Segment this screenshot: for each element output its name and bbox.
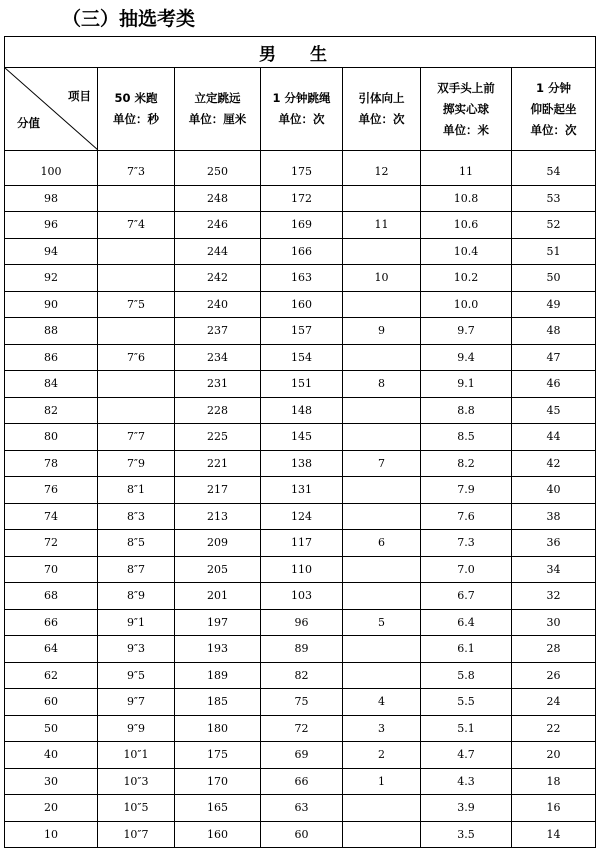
table-row <box>5 503 596 530</box>
rope-skip-cell: 160 <box>261 291 343 318</box>
spacer-cell <box>98 151 175 160</box>
pull-up-cell <box>343 556 421 583</box>
rope-skip-cell: 157 <box>261 318 343 345</box>
sit-up-cell: 44 <box>512 424 596 451</box>
table-row <box>5 715 596 742</box>
rope-skip-cell: 166 <box>261 238 343 265</box>
pull-up-cell: 2 <box>343 742 421 769</box>
run-50m-cell: 7″6 <box>98 344 175 371</box>
header-unit: 单位：米 <box>443 122 489 137</box>
rope-skip-cell: 110 <box>261 556 343 583</box>
score-cell: 60 <box>5 689 98 716</box>
score-cell: 10 <box>5 821 98 848</box>
table-row <box>5 583 596 610</box>
run-50m-cell: 10″3 <box>98 768 175 795</box>
score-cell: 82 <box>5 397 98 424</box>
table-row <box>5 821 596 848</box>
header-line: 1 分钟 <box>536 80 572 95</box>
table-row <box>5 212 596 239</box>
sit-up-cell: 42 <box>512 450 596 477</box>
table-row <box>5 530 596 557</box>
sit-up-cell: 34 <box>512 556 596 583</box>
long-jump-cell: 209 <box>175 530 261 557</box>
score-cell: 80 <box>5 424 98 451</box>
long-jump-cell: 242 <box>175 265 261 292</box>
run-50m-cell: 10″1 <box>98 742 175 769</box>
run-50m-cell: 9″3 <box>98 636 175 663</box>
run-50m-cell: 9″5 <box>98 662 175 689</box>
rope-skip-cell: 169 <box>261 212 343 239</box>
score-cell: 64 <box>5 636 98 663</box>
sit-up-cell: 46 <box>512 371 596 398</box>
sit-up-cell: 30 <box>512 609 596 636</box>
score-cell: 50 <box>5 715 98 742</box>
run-50m-cell: 8″7 <box>98 556 175 583</box>
pull-up-cell <box>343 185 421 212</box>
header-50m-run <box>98 68 175 151</box>
sit-up-cell: 14 <box>512 821 596 848</box>
medicine-ball-cell: 6.4 <box>421 609 512 636</box>
medicine-ball-cell: 9.4 <box>421 344 512 371</box>
pull-up-cell <box>343 344 421 371</box>
sit-up-cell: 28 <box>512 636 596 663</box>
medicine-ball-cell: 6.7 <box>421 583 512 610</box>
table-row <box>5 662 596 689</box>
sit-up-cell: 53 <box>512 185 596 212</box>
medicine-ball-cell: 4.3 <box>421 768 512 795</box>
pull-up-cell: 9 <box>343 318 421 345</box>
run-50m-cell <box>98 371 175 398</box>
long-jump-cell: 231 <box>175 371 261 398</box>
group-header-row <box>5 37 596 68</box>
sit-up-cell: 50 <box>512 265 596 292</box>
rope-skip-cell: 151 <box>261 371 343 398</box>
score-cell: 98 <box>5 185 98 212</box>
table-row <box>5 318 596 345</box>
section-title: （三）抽选考类 <box>62 8 196 30</box>
corner-label-score: 分值 <box>17 116 40 130</box>
header-line: 掷实心球 <box>443 101 489 116</box>
header-line: 1 分钟跳绳 <box>272 91 331 105</box>
sit-up-cell: 16 <box>512 795 596 822</box>
scoring-table <box>4 36 596 848</box>
rope-skip-cell: 82 <box>261 662 343 689</box>
spacer-cell <box>512 151 596 160</box>
rope-skip-cell: 63 <box>261 795 343 822</box>
sit-up-cell: 45 <box>512 397 596 424</box>
pull-up-cell <box>343 291 421 318</box>
score-cell: 100 <box>5 159 98 185</box>
run-50m-cell <box>98 318 175 345</box>
table-row <box>5 397 596 424</box>
run-50m-cell: 10″5 <box>98 795 175 822</box>
run-50m-cell <box>98 397 175 424</box>
corner-label-item: 项目 <box>68 89 91 103</box>
run-50m-cell: 7″7 <box>98 424 175 451</box>
run-50m-cell: 8″3 <box>98 503 175 530</box>
pull-up-cell: 12 <box>343 159 421 185</box>
run-50m-cell: 9″9 <box>98 715 175 742</box>
header-rope-skipping <box>261 68 343 151</box>
long-jump-cell: 248 <box>175 185 261 212</box>
spacer-cell <box>261 151 343 160</box>
long-jump-cell: 175 <box>175 742 261 769</box>
sit-up-cell: 49 <box>512 291 596 318</box>
score-cell: 30 <box>5 768 98 795</box>
medicine-ball-cell: 7.6 <box>421 503 512 530</box>
medicine-ball-cell: 6.1 <box>421 636 512 663</box>
pull-up-cell <box>343 583 421 610</box>
table-row <box>5 424 596 451</box>
long-jump-cell: 165 <box>175 795 261 822</box>
medicine-ball-cell: 5.5 <box>421 689 512 716</box>
run-50m-cell: 9″7 <box>98 689 175 716</box>
score-rows <box>5 159 596 848</box>
sit-up-cell: 51 <box>512 238 596 265</box>
header-medicine-ball <box>421 68 512 151</box>
score-cell: 76 <box>5 477 98 504</box>
spacer-cell <box>343 151 421 160</box>
medicine-ball-cell: 11 <box>421 159 512 185</box>
pull-up-cell <box>343 397 421 424</box>
pull-up-cell: 4 <box>343 689 421 716</box>
pull-up-cell <box>343 477 421 504</box>
pull-up-cell <box>343 424 421 451</box>
table-row <box>5 556 596 583</box>
long-jump-cell: 213 <box>175 503 261 530</box>
table-row <box>5 742 596 769</box>
long-jump-cell: 189 <box>175 662 261 689</box>
long-jump-cell: 237 <box>175 318 261 345</box>
table-row <box>5 238 596 265</box>
score-cell: 90 <box>5 291 98 318</box>
sit-up-cell: 26 <box>512 662 596 689</box>
pull-up-cell <box>343 795 421 822</box>
rope-skip-cell: 117 <box>261 530 343 557</box>
score-cell: 94 <box>5 238 98 265</box>
table-row <box>5 689 596 716</box>
header-line: 仰卧起坐 <box>530 101 577 116</box>
sit-up-cell: 22 <box>512 715 596 742</box>
rope-skip-cell: 131 <box>261 477 343 504</box>
header-unit: 单位：次 <box>278 112 325 126</box>
rope-skip-cell: 66 <box>261 768 343 795</box>
rope-skip-cell: 89 <box>261 636 343 663</box>
medicine-ball-cell: 4.7 <box>421 742 512 769</box>
score-cell: 86 <box>5 344 98 371</box>
table-row <box>5 344 596 371</box>
header-unit: 单位：秒 <box>113 112 159 126</box>
sit-up-cell: 20 <box>512 742 596 769</box>
run-50m-cell <box>98 185 175 212</box>
medicine-ball-cell: 10.2 <box>421 265 512 292</box>
rope-skip-cell: 138 <box>261 450 343 477</box>
table-row <box>5 609 596 636</box>
score-cell: 84 <box>5 371 98 398</box>
spacer-row <box>5 151 596 160</box>
long-jump-cell: 250 <box>175 159 261 185</box>
rope-skip-cell: 96 <box>261 609 343 636</box>
score-cell: 72 <box>5 530 98 557</box>
medicine-ball-cell: 7.3 <box>421 530 512 557</box>
header-line: 引体向上 <box>358 91 405 105</box>
long-jump-cell: 201 <box>175 583 261 610</box>
run-50m-cell: 10″7 <box>98 821 175 848</box>
pull-up-cell: 6 <box>343 530 421 557</box>
table-row <box>5 185 596 212</box>
pull-up-cell: 5 <box>343 609 421 636</box>
rope-skip-cell: 154 <box>261 344 343 371</box>
score-cell: 40 <box>5 742 98 769</box>
pull-up-cell: 7 <box>343 450 421 477</box>
medicine-ball-cell: 8.5 <box>421 424 512 451</box>
long-jump-cell: 240 <box>175 291 261 318</box>
run-50m-cell: 9″1 <box>98 609 175 636</box>
long-jump-cell: 225 <box>175 424 261 451</box>
pull-up-cell <box>343 238 421 265</box>
sit-up-cell: 54 <box>512 159 596 185</box>
sit-up-cell: 47 <box>512 344 596 371</box>
header-line: 立定跳远 <box>194 91 241 105</box>
spacer-cell <box>5 151 98 160</box>
medicine-ball-cell: 5.8 <box>421 662 512 689</box>
run-50m-cell: 7″5 <box>98 291 175 318</box>
medicine-ball-cell: 10.8 <box>421 185 512 212</box>
pull-up-cell: 3 <box>343 715 421 742</box>
run-50m-cell: 7″3 <box>98 159 175 185</box>
pull-up-cell <box>343 503 421 530</box>
long-jump-cell: 244 <box>175 238 261 265</box>
sit-up-cell: 36 <box>512 530 596 557</box>
spacer-cell <box>175 151 261 160</box>
column-header-row <box>5 68 596 151</box>
long-jump-cell: 246 <box>175 212 261 239</box>
corner-header <box>5 68 98 151</box>
header-line: 50 米跑 <box>114 91 158 105</box>
medicine-ball-cell: 7.0 <box>421 556 512 583</box>
rope-skip-cell: 145 <box>261 424 343 451</box>
sit-up-cell: 52 <box>512 212 596 239</box>
score-cell: 96 <box>5 212 98 239</box>
score-cell: 66 <box>5 609 98 636</box>
pull-up-cell: 11 <box>343 212 421 239</box>
rope-skip-cell: 148 <box>261 397 343 424</box>
long-jump-cell: 185 <box>175 689 261 716</box>
long-jump-cell: 197 <box>175 609 261 636</box>
group-header: 男 生 <box>5 37 596 68</box>
sit-up-cell: 24 <box>512 689 596 716</box>
rope-skip-cell: 72 <box>261 715 343 742</box>
rope-skip-cell: 103 <box>261 583 343 610</box>
table-row <box>5 450 596 477</box>
rope-skip-cell: 175 <box>261 159 343 185</box>
sit-up-cell: 38 <box>512 503 596 530</box>
medicine-ball-cell: 9.1 <box>421 371 512 398</box>
long-jump-cell: 193 <box>175 636 261 663</box>
long-jump-cell: 221 <box>175 450 261 477</box>
table-row <box>5 795 596 822</box>
sit-up-cell: 32 <box>512 583 596 610</box>
pull-up-cell: 10 <box>343 265 421 292</box>
rope-skip-cell: 60 <box>261 821 343 848</box>
medicine-ball-cell: 10.6 <box>421 212 512 239</box>
table-row <box>5 768 596 795</box>
header-pull-ups <box>343 68 421 151</box>
diagonal-line <box>5 68 98 150</box>
sit-up-cell: 40 <box>512 477 596 504</box>
long-jump-cell: 170 <box>175 768 261 795</box>
medicine-ball-cell: 3.5 <box>421 821 512 848</box>
table-row <box>5 291 596 318</box>
long-jump-cell: 217 <box>175 477 261 504</box>
run-50m-cell: 7″4 <box>98 212 175 239</box>
header-unit: 单位：次 <box>358 112 405 126</box>
header-sit-ups <box>512 68 596 151</box>
sit-up-cell: 18 <box>512 768 596 795</box>
long-jump-cell: 160 <box>175 821 261 848</box>
pull-up-cell: 1 <box>343 768 421 795</box>
rope-skip-cell: 172 <box>261 185 343 212</box>
run-50m-cell <box>98 238 175 265</box>
score-cell: 78 <box>5 450 98 477</box>
header-unit: 单位：次 <box>530 122 577 137</box>
table-row <box>5 159 596 185</box>
rope-skip-cell: 163 <box>261 265 343 292</box>
medicine-ball-cell: 5.1 <box>421 715 512 742</box>
score-cell: 92 <box>5 265 98 292</box>
score-cell: 70 <box>5 556 98 583</box>
rope-skip-cell: 69 <box>261 742 343 769</box>
rope-skip-cell: 75 <box>261 689 343 716</box>
medicine-ball-cell: 8.2 <box>421 450 512 477</box>
score-cell: 62 <box>5 662 98 689</box>
table-row <box>5 265 596 292</box>
medicine-ball-cell: 8.8 <box>421 397 512 424</box>
long-jump-cell: 234 <box>175 344 261 371</box>
medicine-ball-cell: 9.7 <box>421 318 512 345</box>
run-50m-cell: 7″9 <box>98 450 175 477</box>
medicine-ball-cell: 3.9 <box>421 795 512 822</box>
medicine-ball-cell: 10.4 <box>421 238 512 265</box>
header-standing-long-jump <box>175 68 261 151</box>
table-row <box>5 636 596 663</box>
run-50m-cell <box>98 265 175 292</box>
long-jump-cell: 205 <box>175 556 261 583</box>
table-row <box>5 371 596 398</box>
score-cell: 68 <box>5 583 98 610</box>
header-line: 双手头上前 <box>437 80 495 95</box>
header-unit: 单位：厘米 <box>188 112 247 126</box>
sit-up-cell: 48 <box>512 318 596 345</box>
long-jump-cell: 180 <box>175 715 261 742</box>
pull-up-cell <box>343 821 421 848</box>
medicine-ball-cell: 10.0 <box>421 291 512 318</box>
spacer-cell <box>421 151 512 160</box>
rope-skip-cell: 124 <box>261 503 343 530</box>
pull-up-cell: 8 <box>343 371 421 398</box>
medicine-ball-cell: 7.9 <box>421 477 512 504</box>
pull-up-cell <box>343 636 421 663</box>
score-cell: 88 <box>5 318 98 345</box>
run-50m-cell: 8″5 <box>98 530 175 557</box>
score-cell: 20 <box>5 795 98 822</box>
table-row <box>5 477 596 504</box>
run-50m-cell: 8″1 <box>98 477 175 504</box>
score-cell: 74 <box>5 503 98 530</box>
long-jump-cell: 228 <box>175 397 261 424</box>
run-50m-cell: 8″9 <box>98 583 175 610</box>
pull-up-cell <box>343 662 421 689</box>
